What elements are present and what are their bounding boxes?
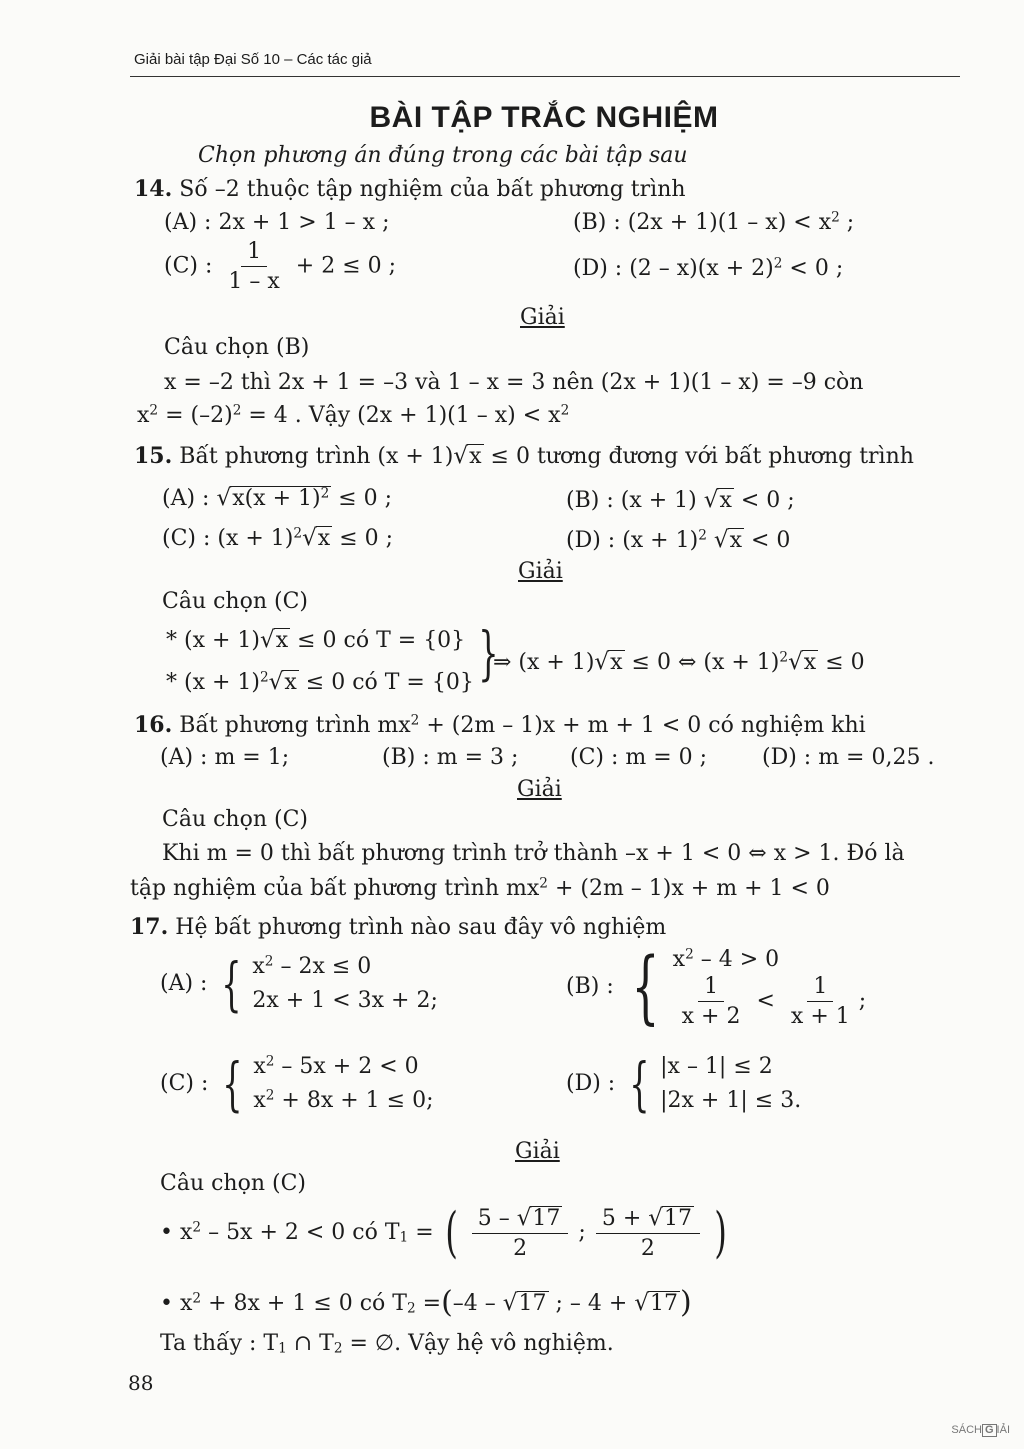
q14-option-b: (B) : $(2x + 1)(1 - x) < x^2$ ; (573, 209, 855, 235)
q15-solution-heading: Giải (518, 559, 563, 584)
q16-option-c: (C) : m = 0 ; (570, 745, 708, 770)
q15-conclusion: ⇒ (x + 1)√x ≤ 0 ⇔ $(x + 1)^2√x \le 0$ (493, 649, 865, 675)
header-rule (130, 76, 960, 77)
watermark-logo: SÁCH G IẢI (951, 1424, 1010, 1436)
q14-question: 14. Số –2 thuộc tập nghiệm của bất phương trình (134, 176, 686, 202)
q14-solution-heading: Giải (520, 305, 565, 330)
q16-answer: Câu chọn (C) (162, 807, 309, 832)
q17-c-brace: { (222, 1050, 244, 1119)
q17-solution-heading: Giải (515, 1139, 560, 1164)
q15-step1: * (x + 1)√x ≤ 0 có T = {0} (166, 627, 466, 653)
q15-option-a: (A) : $√x(x + 1)^2 \le 0$ ; (162, 485, 393, 511)
page-number: 88 (128, 1371, 154, 1395)
q14-solution-line2: $x^2 = (-2)^2 = 4$ . Vậy $(2x + 1)(1 - x) < x^2$ (137, 402, 570, 428)
q17-d-brace: { (629, 1050, 650, 1119)
q16-solution-line1: Khi m = 0 thì bất phương trình trở thành –x + 1 < 0 ⇔ x > 1. Đó là (162, 841, 905, 866)
q14-answer: Câu chọn (B) (164, 335, 310, 360)
q17-b-brace: { (631, 939, 660, 1033)
q14-c-fraction: $\frac{1}{1 - x}$ (228, 239, 280, 295)
q16-solution-heading: Giải (517, 777, 562, 802)
q16-option-b: (B) : m = 3 ; (382, 745, 519, 770)
q16-option-d: (D) : m = 0,25 . (762, 745, 935, 770)
q15-option-c: (C) : $(x + 1)^2√x \le 0$ ; (162, 525, 394, 551)
intro-text: Chọn phương án đúng trong các bài tập sau (198, 143, 688, 168)
running-header: Giải bài tập Đại Số 10 – Các tác giả (134, 51, 372, 68)
q14-option-a: (A) : 2x + 1 > 1 – x ; (164, 210, 390, 235)
q16-question: 16. Bất phương trình $mx^2 + (2m - 1)x + m + 1 < 0$ có nghiệm khi (134, 712, 866, 738)
q15-step2: * $(x + 1)^2√x \le 0$ có T = {0} (166, 669, 474, 695)
q17-option-d: (D) : { |x – 1| ≤ 2 |2x + 1| ≤ 3. (566, 1050, 802, 1119)
q15-answer: Câu chọn (C) (162, 589, 309, 614)
q17-t2-line: • $x^2 + 8x + 1 \le 0$ có $T_2 =(-4 - √17$ ; – 4 + √17) (160, 1285, 692, 1320)
q17-question: 17. Hệ bất phương trình nào sau đây vô nghiệm (130, 914, 667, 940)
q17-a-brace: { (221, 950, 243, 1019)
q15-option-b: (B) : (x + 1) √x < 0 ; (566, 487, 795, 513)
q15-question: 15. Bất phương trình (x + 1)√x ≤ 0 tương đương với bất phương trình (134, 443, 914, 469)
q16-option-a: (A) : m = 1; (160, 745, 290, 770)
q14-solution-line1: x = –2 thì 2x + 1 = –3 và 1 – x = 3 nên (2x + 1)(1 – x) = –9 còn (164, 370, 864, 395)
q15-option-d: (D) : $(x + 1)^2$ √x < 0 (566, 527, 791, 553)
q17-conclusion: Ta thấy : $T_1$ ∩ $T_2$ = ∅. Vậy hệ vô nghiệm. (160, 1331, 614, 1357)
section-title: BÀI TẬP TRẮC NGHIỆM (369, 101, 719, 134)
q14-option-d: (D) : $(2 - x)(x + 2)^2 < 0$ ; (573, 255, 844, 281)
q14-option-c: (C) : $\frac{1}{1 - x}$ + 2 ≤ 0 ; (164, 239, 397, 295)
q15-right-brace: } (478, 619, 499, 687)
q17-answer: Câu chọn (C) (160, 1171, 307, 1196)
q17-t1-line: • $x^2 - 5x + 2 < 0$ có $T_1$ = ( $\frac{5 - √17}{2}$ ; $\frac{5 + √17}{2}$ ) (160, 1201, 727, 1265)
q17-option-b: (B) : { $x^2 - 4 > 0$ $\frac{1}{x + 2}$ < $\frac{1}{x + 1}$ ; (566, 939, 867, 1033)
q16-solution-line2: tập nghiệm của bất phương trình $mx^2 + (2m - 1)x + m + 1 < 0$ (130, 875, 830, 901)
q17-option-c: (C) : { $x^2 - 5x + 2 < 0$ $x^2 + 8x + 1 \le 0$; (160, 1050, 434, 1119)
q17-option-a: (A) : { $x^2 - 2x \le 0$ 2x + 1 < 3x + 2; (160, 950, 438, 1019)
